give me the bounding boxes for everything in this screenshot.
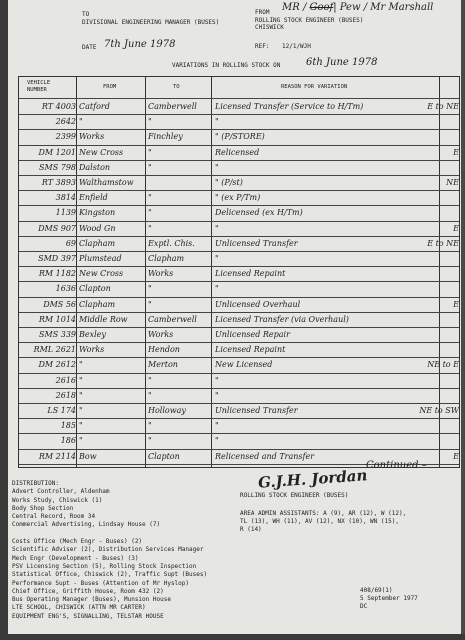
vehicle-cell: 186 (60, 436, 76, 446)
vehicle-cell: RML 2621 (33, 345, 76, 355)
from-cell: " (79, 406, 83, 415)
reason-cell: " (P/STORE) (215, 132, 265, 142)
to-cell (148, 175, 210, 190)
vehicle-cell: LS 174 (47, 406, 76, 415)
table-row (19, 236, 459, 251)
from-cell: " (79, 375, 83, 385)
to-value: DIVISIONAL ENGINEERING MANAGER (BUSES) (82, 19, 220, 26)
vehicle-cell: SMD 397 (38, 254, 76, 263)
note-cell: NE to SW (419, 406, 459, 415)
reason-cell: Relicensed (215, 147, 260, 157)
to-cell: Clapton (148, 451, 180, 461)
note-cell (405, 251, 459, 266)
table-row (19, 281, 459, 296)
from-cell: Plumstead (79, 254, 122, 263)
form-date: 5 September 1977 (360, 595, 418, 602)
col-header-from: FROM (103, 84, 117, 90)
distribution-line: Scientific Adviser (2), Distribution Services Manager (12, 546, 204, 554)
note-cell: E to NE (427, 102, 459, 111)
reason-cell: Unlicensed Transfer (215, 238, 298, 248)
note-cell: E (453, 299, 459, 309)
note-cell: E to NE (427, 238, 459, 248)
table-row (19, 145, 459, 160)
table-row (19, 129, 459, 144)
table-row (19, 433, 459, 448)
scan-edge-right (461, 0, 465, 640)
table-row (19, 418, 459, 433)
distribution-line: Costs Office (Mech Engr - Buses) (2) (12, 538, 143, 546)
area-admin-line1: AREA ADMIN ASSISTANTS: A (9), AR (12), W (12), (240, 510, 407, 517)
reason-cell: New Licensed (215, 360, 273, 370)
table-row (19, 160, 459, 175)
vehicle-cell: 2618 (55, 390, 76, 400)
table-row (19, 342, 459, 357)
reason-cell: Licensed Transfer (Service to H/Tm) (215, 102, 364, 111)
distribution-list (12, 480, 207, 621)
area-admin-line3: R (14) (240, 526, 262, 533)
reason-cell: " (215, 254, 219, 263)
to-label: TO (82, 11, 90, 18)
to-cell: " (148, 299, 152, 309)
from-cell: Wood Gn (79, 223, 116, 233)
table-row (19, 114, 459, 129)
col-header-vehicle-1: VEHICLE (27, 80, 51, 86)
ref-value: 12/1/WJH (282, 43, 311, 50)
vehicle-cell: SMS 798 (39, 162, 76, 172)
table-row (19, 99, 459, 114)
reason-cell: " (ex P/Tm) (215, 193, 261, 203)
vehicle-cell: 3814 (55, 193, 76, 203)
note-cell (405, 418, 459, 433)
from-cell: Clapham (79, 299, 116, 309)
distribution-line: PSV Licensing Section (5), Rolling Stock Inspection (12, 562, 197, 570)
note-cell (405, 312, 459, 327)
form-number: 408/69(1) (360, 587, 393, 594)
to-cell: " (148, 162, 152, 172)
vehicle-cell: RM 2114 (38, 451, 76, 461)
to-cell: " (148, 147, 152, 157)
vehicle-cell: 1636 (55, 284, 76, 294)
from-cell: New Cross (79, 269, 124, 279)
from-value-line1: ROLLING STOCK ENGINEER (BUSES) (255, 17, 364, 24)
distribution-line: Statistical Office, Chiswick (2), Traffic Supt (Buses) (12, 571, 208, 579)
from-cell: Works (79, 345, 105, 355)
distribution-line: Commercial Advertising, Lindsay House (7) (12, 521, 161, 529)
from-label: FROM (255, 9, 270, 16)
from-cell: " (79, 421, 83, 431)
from-cell: Bexley (79, 330, 106, 339)
vehicle-cell: RM 1014 (38, 314, 76, 324)
reason-cell: Licensed Repaint (215, 269, 286, 279)
vehicle-cell: SMS 339 (39, 330, 76, 339)
note-cell (405, 281, 459, 296)
note-cell (405, 433, 459, 448)
from-cell: Clapton (79, 284, 111, 294)
from-cell: New Cross (79, 147, 124, 157)
from-cell: Clapham (79, 238, 116, 248)
to-cell: " (148, 193, 152, 203)
from-cell: Kingston (79, 208, 116, 218)
to-cell: Hendon (148, 345, 180, 355)
from-cell: " (79, 436, 83, 446)
reason-cell: Unlicensed Transfer (215, 406, 298, 415)
date-label: DATE (82, 44, 97, 51)
to-cell: Camberwell (148, 102, 197, 111)
vehicle-cell: DMS 56 (43, 299, 76, 309)
to-cell: Works (148, 330, 174, 339)
reason-cell: " (215, 284, 219, 294)
to-cell: Camberwell (148, 314, 197, 324)
subject-date: 6th June 1978 (306, 57, 378, 68)
note-cell: NE (446, 178, 459, 187)
reason-cell: " (215, 117, 219, 127)
distribution-line: Advert Controller, Aldenham (12, 488, 110, 496)
date-value: 7th June 1978 (104, 39, 176, 50)
table-row (19, 357, 459, 372)
note-cell (405, 388, 459, 403)
from-cell: Works (79, 132, 105, 142)
from-cell: Dalston (79, 162, 111, 172)
table-row (19, 388, 459, 403)
reason-cell: Licensed Repaint (215, 345, 286, 355)
note-cell: E (453, 451, 459, 461)
note-cell (405, 114, 459, 129)
table-row (19, 297, 459, 312)
ref-label: REF: (255, 43, 270, 50)
table-row (19, 175, 459, 190)
from-cell: Middle Row (79, 314, 128, 324)
signature-title: ROLLING STOCK ENGINEER (BUSES) (240, 492, 349, 499)
vehicle-cell: RM 1182 (38, 269, 76, 279)
to-cell: " (148, 208, 152, 218)
distribution-line: Mech Engr (Development - Buses) (3) (12, 554, 139, 562)
distribution-line: Chief Office, Griffith House, Room 432 (2) (12, 587, 164, 595)
table-row (19, 266, 459, 281)
note-cell: NE to E (427, 360, 459, 370)
to-cell: Exptl. Chis. (148, 238, 195, 248)
to-cell: " (148, 223, 152, 233)
reason-cell: Relicensed and Transfer (215, 451, 315, 461)
handwritten-recipients: MR / Goof| Pew / Mr Marshall (282, 2, 434, 13)
reason-cell: " (215, 162, 219, 172)
to-cell: Merton (148, 360, 178, 370)
table-row (19, 190, 459, 205)
variations-table (18, 76, 460, 468)
vehicle-cell: 1139 (55, 208, 76, 218)
distribution-line: LTE SCHOOL, CHISWICK (ATTN MR CARTER) (12, 604, 146, 612)
to-cell: " (148, 284, 152, 294)
from-cell: Bow (79, 451, 97, 461)
note-cell (405, 190, 459, 205)
vehicle-cell: DM 1201 (38, 147, 76, 157)
distribution-line: Works Study, Chiswick (1) (12, 496, 103, 504)
scan-edge-left (0, 0, 8, 640)
distribution-line: Bus Operating Manager (Buses), Munsion House (12, 596, 171, 604)
col-header-vehicle-2: NUMBER (27, 87, 47, 93)
to-cell: Finchley (148, 132, 183, 142)
from-cell: " (79, 360, 83, 370)
table-row (19, 221, 459, 236)
distribution-line: Performance Supt - Buses (Attention of Mr Hyslop) (12, 579, 190, 587)
reason-cell: Delicensed (ex H/Tm) (215, 208, 303, 218)
continued-note: Continued – (366, 460, 427, 471)
to-cell: " (148, 375, 152, 385)
to-cell: " (148, 117, 152, 127)
note-cell (405, 266, 459, 281)
distribution-line: EQUIPMENT ENG'S, SIGNALLING, TELSTAR HOUSE (12, 612, 164, 620)
reason-cell: " (P/st) (215, 178, 243, 187)
to-cell: Holloway (148, 406, 186, 415)
note-cell (405, 129, 459, 144)
from-value-line2: CHISWICK (255, 24, 284, 31)
note-cell: E (453, 147, 459, 157)
from-cell: Walthamstow (79, 178, 134, 187)
note-cell (405, 205, 459, 220)
table-row (19, 373, 459, 388)
distribution-line: Body Shop Section (12, 504, 74, 512)
reason-cell: " (215, 421, 219, 431)
scan-edge-bottom (0, 634, 465, 640)
from-cell: " (79, 117, 83, 127)
vehicle-cell: RT 4003 (41, 102, 76, 111)
to-cell: Clapham (148, 254, 185, 263)
vehicle-cell: DMS 907 (38, 223, 76, 233)
note-cell: E (453, 223, 459, 233)
col-header-reason: REASON FOR VARIATION (281, 84, 348, 90)
note-cell (405, 160, 459, 175)
note-cell (405, 327, 459, 342)
vehicle-cell: RT 3893 (41, 178, 76, 187)
note-cell (405, 342, 459, 357)
vehicle-cell: 2616 (55, 375, 76, 385)
table-row (19, 327, 459, 342)
subject-prefix: VARIATIONS IN ROLLING STOCK ON (172, 62, 281, 69)
reason-cell: Licensed Transfer (via Overhaul) (215, 314, 349, 324)
col-header-to: TO (173, 84, 180, 90)
reason-cell: " (215, 436, 219, 446)
reason-cell: " (215, 390, 219, 400)
from-cell: Catford (79, 102, 110, 111)
table-row (19, 205, 459, 220)
table-row (19, 403, 459, 418)
reason-cell: Unlicensed Repair (215, 330, 290, 339)
to-cell: " (148, 390, 152, 400)
vehicle-cell: DM 2612 (38, 360, 76, 370)
to-cell: Works (148, 269, 174, 279)
form-code: DC (360, 603, 368, 610)
signature: G.J.H. Jordan (257, 466, 368, 492)
reason-cell: Unlicensed Overhaul (215, 299, 301, 309)
distribution-line: Central Record, Room 34 (12, 513, 96, 521)
vehicle-cell: 185 (60, 421, 76, 431)
distribution-line (12, 530, 207, 538)
to-cell: " (148, 421, 152, 431)
table-row (19, 251, 459, 266)
note-cell (405, 373, 459, 388)
area-admin-line2: TL (13), WH (11), AV (12), NX (10), WN (15), (240, 518, 399, 525)
reason-cell: " (215, 223, 219, 233)
vehicle-cell: 2399 (55, 132, 76, 142)
from-cell: " (79, 390, 83, 400)
vehicle-cell: 69 (65, 238, 76, 248)
vehicle-cell: 2642 (55, 117, 76, 127)
reason-cell: " (215, 375, 219, 385)
distribution-heading: DISTRIBUTION: (12, 480, 59, 487)
from-cell: Enfield (79, 193, 108, 203)
to-cell: " (148, 436, 152, 446)
table-row (19, 312, 459, 327)
